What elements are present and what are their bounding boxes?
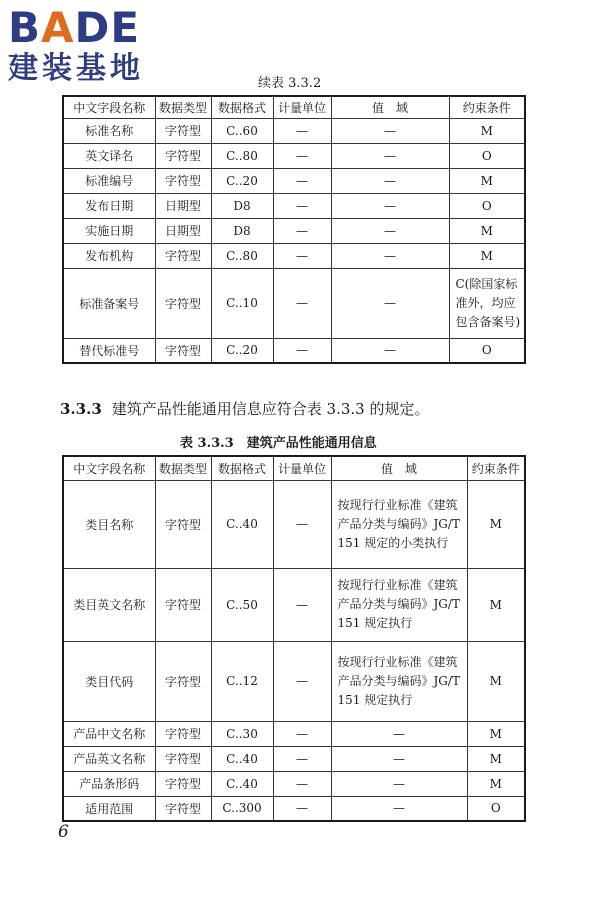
table-cell: — (331, 193, 449, 218)
table-cell: D8 (211, 218, 273, 243)
table-cell: — (273, 568, 331, 641)
table-row (63, 721, 525, 746)
table-continued-3-3-2 (62, 95, 526, 364)
table-cell: C..10 (211, 268, 273, 338)
table-cell: 按现行行业标准《建筑产品分类与编码》JG/T 151 规定的小类执行 (331, 480, 467, 568)
table-cell: M (467, 721, 525, 746)
table-cell: 适用范围 (63, 796, 155, 821)
section-paragraph (60, 398, 429, 419)
table-cell: 字符型 (155, 338, 211, 363)
table-cell: — (331, 143, 449, 168)
table-cell: C..20 (211, 168, 273, 193)
table-cell: — (273, 243, 331, 268)
table-row (63, 193, 525, 218)
table-cell: 字符型 (155, 143, 211, 168)
table-cell: C..30 (211, 721, 273, 746)
table-cell: 字符型 (155, 746, 211, 771)
table-row (63, 641, 525, 721)
table-cell: C..20 (211, 338, 273, 363)
page-number: 6 (58, 822, 69, 842)
table-cell: O (449, 193, 525, 218)
table-cell: 类目代码 (63, 641, 155, 721)
table-cell: — (331, 746, 467, 771)
table-cell: 字符型 (155, 721, 211, 746)
table-cell: — (331, 721, 467, 746)
table-cell: O (449, 143, 525, 168)
table-cell: — (273, 168, 331, 193)
logo (8, 3, 178, 86)
table-cell: 字符型 (155, 118, 211, 143)
table-cell: — (331, 168, 449, 193)
header-cell: 数据类型 (155, 96, 211, 118)
header-cell: 中文字段名称 (63, 96, 155, 118)
table-row (63, 796, 525, 821)
table-cell: C..60 (211, 118, 273, 143)
table-cell: M (467, 746, 525, 771)
table-cell: 实施日期 (63, 218, 155, 243)
table-cell: 字符型 (155, 641, 211, 721)
table-cell: — (331, 796, 467, 821)
table-row (63, 746, 525, 771)
table-cell: 产品英文名称 (63, 746, 155, 771)
table-cell: O (467, 796, 525, 821)
table-cell: M (449, 243, 525, 268)
header-cell: 计量单位 (273, 456, 331, 480)
table-cell: D8 (211, 193, 273, 218)
table-cell: 字符型 (155, 796, 211, 821)
table-cell: — (273, 480, 331, 568)
table-cell: — (273, 118, 331, 143)
table-row (63, 338, 525, 363)
table-cell: — (331, 338, 449, 363)
table-cell: 日期型 (155, 193, 211, 218)
table-cell: — (273, 193, 331, 218)
table-row (63, 168, 525, 193)
logo-wordmark: BADE (8, 3, 141, 52)
table-cell: — (273, 771, 331, 796)
table-3-3-3 (62, 455, 526, 822)
table-cell: C..300 (211, 796, 273, 821)
section-number: 3.3.3 (60, 400, 102, 418)
table-cell: — (273, 268, 331, 338)
header-cell: 值 域 (331, 96, 449, 118)
table-cell: 产品条形码 (63, 771, 155, 796)
table-cell: 替代标准号 (63, 338, 155, 363)
table-cell: 日期型 (155, 218, 211, 243)
table-row (63, 143, 525, 168)
table-cell: 发布日期 (63, 193, 155, 218)
table-cell: 字符型 (155, 168, 211, 193)
table-cell: — (273, 641, 331, 721)
table-row (63, 243, 525, 268)
table-cell: C..50 (211, 568, 273, 641)
table-row (63, 268, 525, 338)
table-cell: 字符型 (155, 480, 211, 568)
table-cell: 英文译名 (63, 143, 155, 168)
table-cell: — (273, 143, 331, 168)
table-cell: C..80 (211, 143, 273, 168)
table-cell: 标准名称 (63, 118, 155, 143)
table-row (63, 118, 525, 143)
table-row (63, 771, 525, 796)
table-cell: — (331, 771, 467, 796)
table-cell: C..40 (211, 480, 273, 568)
table-cell: 按现行行业标准《建筑产品分类与编码》JG/T 151 规定执行 (331, 641, 467, 721)
table-cell: M (449, 118, 525, 143)
table-cell: — (331, 118, 449, 143)
table-cell: 字符型 (155, 268, 211, 338)
table-cell: — (331, 268, 449, 338)
section-text: 建筑产品性能通用信息应符合表 3.3.3 的规定。 (111, 400, 430, 418)
logo-subtitle: 建装基地 (8, 51, 144, 86)
table-cell: O (449, 338, 525, 363)
table-cell: C..40 (211, 746, 273, 771)
table-cell: — (273, 338, 331, 363)
table-cell: M (467, 641, 525, 721)
table-cell: 标准编号 (63, 168, 155, 193)
table-cell: M (449, 168, 525, 193)
header-cell: 值 域 (331, 456, 467, 480)
table-cell: M (467, 480, 525, 568)
table-cell: C..12 (211, 641, 273, 721)
header-cell: 数据格式 (211, 96, 273, 118)
table-cell: — (273, 721, 331, 746)
table-cell: — (331, 243, 449, 268)
table-cell: M (449, 218, 525, 243)
table-cell: M (467, 568, 525, 641)
header-cell: 约束条件 (449, 96, 525, 118)
table-cell: — (273, 746, 331, 771)
table-cell: — (273, 796, 331, 821)
table-cell: C..40 (211, 771, 273, 796)
table-cell: 字符型 (155, 568, 211, 641)
table-cell: C(除国家标准外，均应包含备案号) (449, 268, 525, 338)
table-cell: 字符型 (155, 243, 211, 268)
table-cell: 产品中文名称 (63, 721, 155, 746)
table1-caption: 续表 3.3.2 (258, 76, 322, 91)
table-cell: 类目名称 (63, 480, 155, 568)
table-row (63, 480, 525, 568)
table-cell: — (331, 218, 449, 243)
table2-caption: 表 3.3.3 建筑产品性能通用信息 (180, 436, 377, 451)
table-header-row (63, 456, 525, 480)
table-cell: 类目英文名称 (63, 568, 155, 641)
table-cell: — (273, 218, 331, 243)
table-row (63, 218, 525, 243)
header-cell: 中文字段名称 (63, 456, 155, 480)
table-row (63, 568, 525, 641)
table-cell: 按现行行业标准《建筑产品分类与编码》JG/T 151 规定执行 (331, 568, 467, 641)
table-cell: 字符型 (155, 771, 211, 796)
header-cell: 计量单位 (273, 96, 331, 118)
header-cell: 数据格式 (211, 456, 273, 480)
header-cell: 数据类型 (155, 456, 211, 480)
table-cell: C..80 (211, 243, 273, 268)
table-cell: 发布机构 (63, 243, 155, 268)
table-cell: M (467, 771, 525, 796)
table-cell: 标准备案号 (63, 268, 155, 338)
header-cell: 约束条件 (467, 456, 525, 480)
table-header-row (63, 96, 525, 118)
